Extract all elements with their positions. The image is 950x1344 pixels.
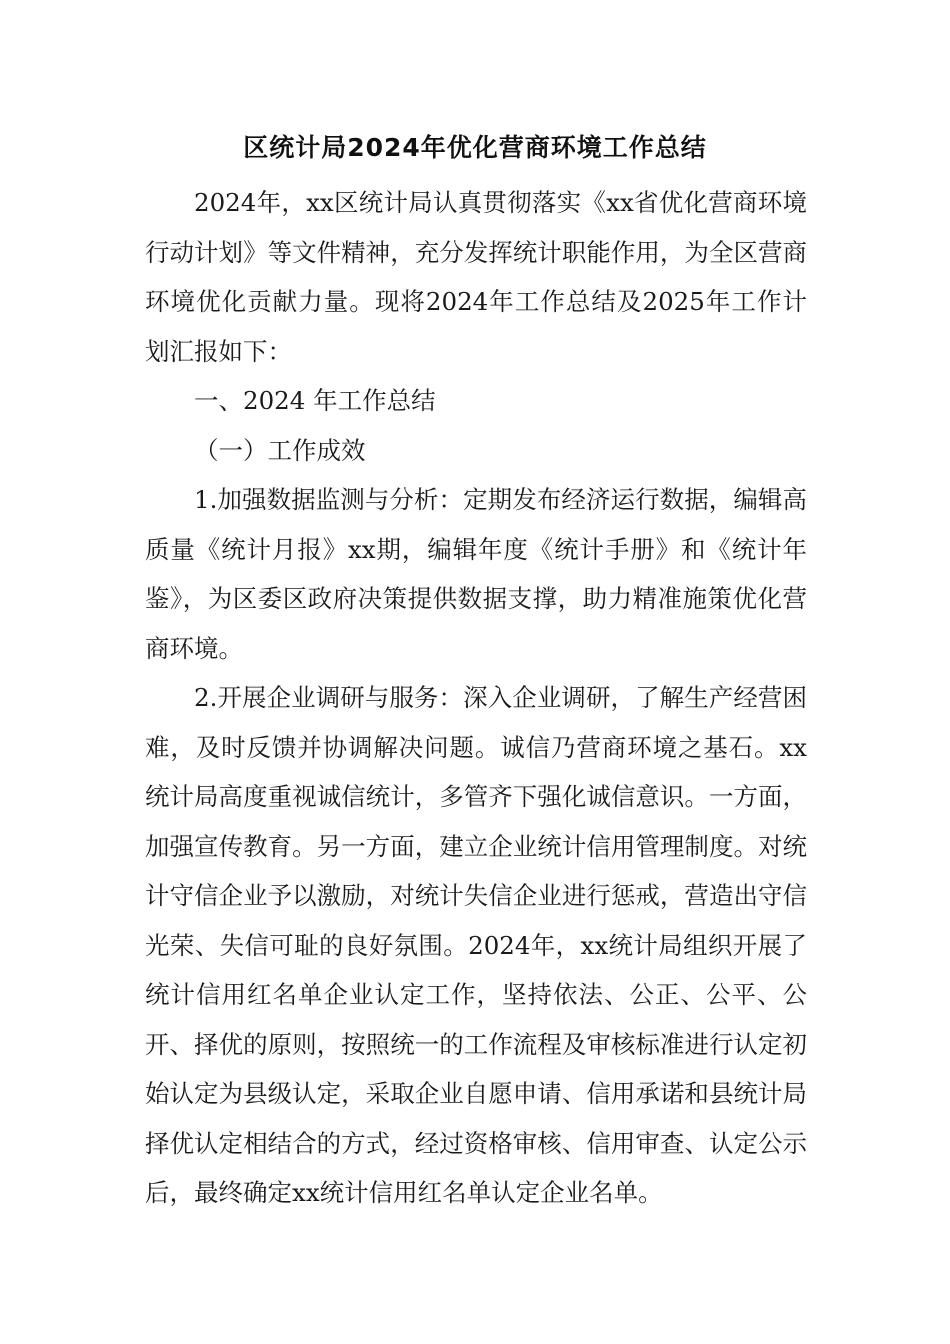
subsection-heading: （一）工作成效 xyxy=(194,435,366,465)
item-paragraph-2: 2.开展企业调研与服务：深入企业调研，了解生产经营困难，及时反馈并协调解决问题。诚信乃营商环境之基石。xx统计局高度重视诚信统计，多管齐下强化诚信意识。一方面，加强宣传教育。另一方面，建立企业统计信用管理制度。对统计守信企业予以激励，对统计失信企业进行惩戒，营造出守信光荣、失信可耻的良好氛围。2024年，xx统计局组织开展了统计信用红名单企业认定工作，坚持依法、公正、公平、公开、择优的原则，按照统一的工作流程及审核标准进行认定初始认定为县级认定，采取企业自愿申请、信用承诺和县统计局择优认定相结合的方式，经过资格审核、信用审查、认定公示后，最终确定xx统计信用红名单认定企业名单。 xyxy=(145,683,807,1207)
document-title: 区统计局2024年优化营商环境工作总结 xyxy=(243,133,707,162)
document-body xyxy=(145,178,807,1218)
item-paragraph-1: 1.加强数据监测与分析：定期发布经济运行数据，编辑高质量《统计月报》xx期，编辑年度《统计手册》和《统计年鉴》，为区委区政府决策提供数据支撑，助力精准施策优化营商环境。 xyxy=(145,485,807,663)
section-heading: 一、2024 年工作总结 xyxy=(194,386,436,415)
intro-paragraph: 2024年，xx区统计局认真贯彻落实《xx省优化营商环境行动计划》等文件精神，充分发挥统计职能作用，为全区营商环境优化贡献力量。现将2024年工作总结及2025年工作计划汇报如下： xyxy=(145,188,807,366)
